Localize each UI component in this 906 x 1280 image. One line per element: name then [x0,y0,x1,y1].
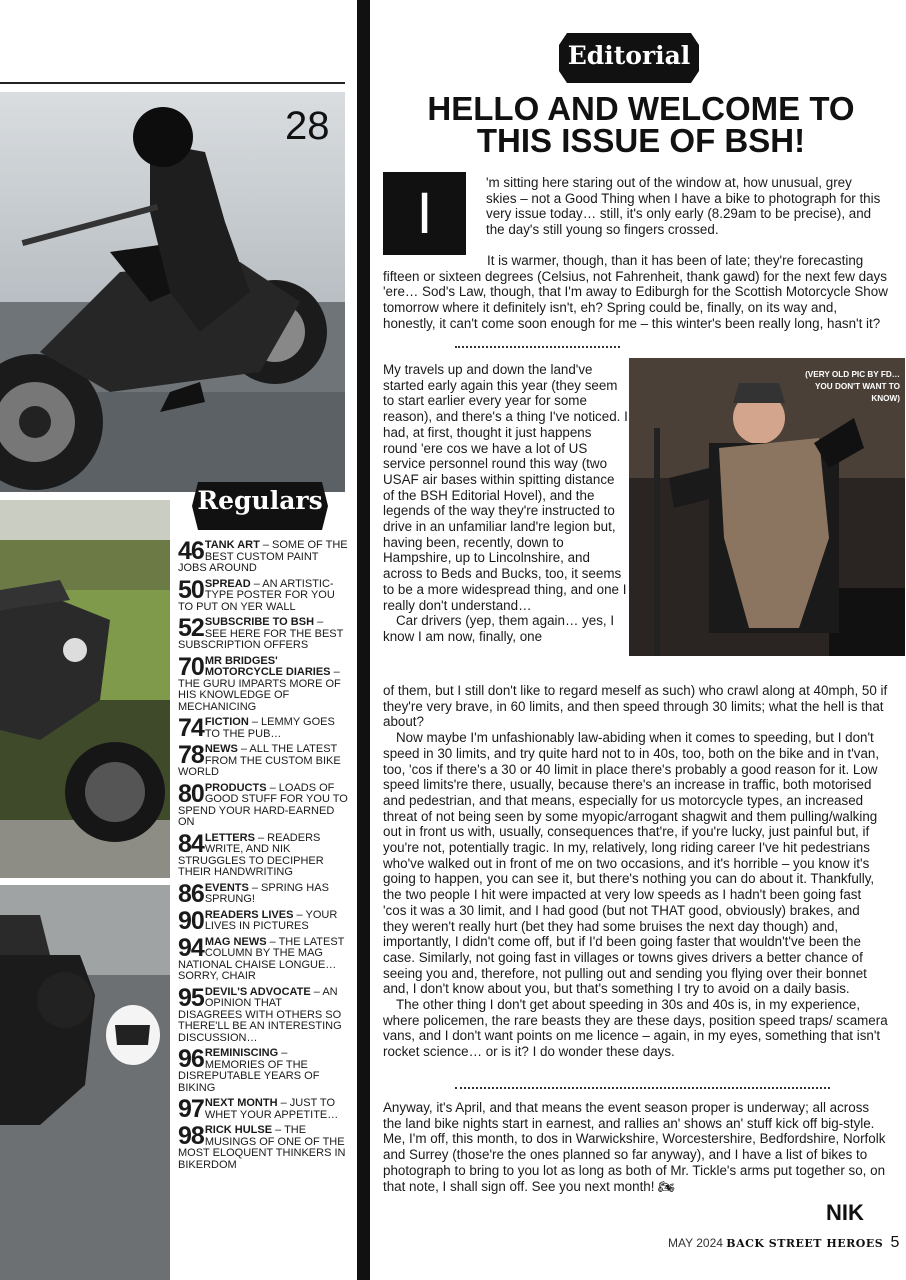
regulars-page-number: 50 [178,575,204,604]
regulars-title: SPREAD [204,577,251,590]
regulars-description: – SPRING HAS SPRUNG! [204,881,329,905]
regulars-title: EVENTS [204,881,249,894]
regulars-page-number: 96 [178,1045,204,1073]
regulars-page-number: 52 [178,614,204,642]
parked-bike-photo [0,885,170,1280]
main-para-3: The other thing I don't get about speeding in 30s and 40s is, in my experience, where policemen, the rare beasts they are these days, position speed traps/ scamera vans, and I don't want points on me licence – again, in my eyes, something that isn't rocket science… or is it? I do wonder these days. [383,997,888,1060]
regulars-badge [192,482,328,530]
cover-bike-photo [0,92,345,492]
regulars-description: – SEE HERE FOR THE BEST SUBSCRIPTION OFFERS [178,616,344,651]
regulars-page-number: 74 [178,714,204,742]
regulars-item [178,652,348,714]
regulars-page-number: 98 [178,1122,204,1150]
regulars-item [178,714,348,742]
regulars-description: – AN OPINION THAT DISAGREES WITH OTHERS SO THERE'LL BE AN INTERESTING DISCUSSION… [178,985,342,1044]
regulars-title: DEVIL'S ADVOCATE [204,985,311,998]
regulars-item [178,1045,348,1094]
footer-page-number: 5 [890,1234,900,1251]
regulars-item [178,1095,348,1123]
regulars-description: – SOME OF THE BEST CUSTOM PAINT JOBS AROUND [178,539,348,574]
regulars-description: – LOADS OF GOOD STUFF FOR YOU TO SPEND YOUR HARD-EARNED ON [178,781,348,828]
regulars-page-number: 86 [178,879,204,908]
regulars-title: RICK HULSE [204,1124,273,1136]
regulars-page-number: 84 [178,829,204,858]
left-para-text-2: Car drivers (yep, them again… yes, I know I am now, finally, one [383,613,615,644]
regulars-page-number: 46 [178,537,204,565]
regulars-title: PRODUCTS [204,781,267,794]
regulars-page-number: 95 [178,983,204,1012]
regulars-item [178,575,348,614]
regulars-title: FICTION [204,716,249,728]
signoff: NIK [826,1200,864,1225]
footer-magazine: BACK STREET HEROES [726,1237,884,1250]
footer-issue: MAY 2024 [668,1236,723,1250]
regulars-item [178,906,348,935]
tank-art-bike-photo [0,500,170,878]
intro-paragraph: 'm sitting here staring out of the window at, how unusual, grey skies – not a Good Thing when I have a bike to photograph for this very issue today… still, it's only early (8.29am to be precise), and the day's still young so fingers crossed. [486,175,881,238]
regulars-title: MR BRIDGES' MOTORCYCLE DIARIES [204,654,331,678]
regulars-description: – LEMMY GOES TO THE PUB… [204,716,335,740]
left-paragraph [383,362,628,645]
main-body [383,683,888,1060]
column-divider [357,0,370,1280]
regulars-item [178,829,348,879]
regulars-description: – ALL THE LATEST FROM THE CUSTOM BIKE WORLD [178,743,341,778]
main-para-1: of them, but I still don't like to regard meself as such) who crawl along at 40mph, 50 if they're very brave, in 60 limits, and then speed through 30 limits; what the hell is that about? [383,683,888,730]
regulars-title: REMINISCING [204,1047,279,1059]
regulars-description: – THE GURU IMPARTS MORE OF HIS KNOWLEDGE OF MECHANICING [178,666,341,713]
regulars-title: LETTERS [204,831,255,844]
closing-paragraph [383,1100,888,1194]
closing-text: Anyway, it's April, and that means the event season proper is underway; all across the land bike nights start in earnest, and rallies an' shows an' stuff kick off big-style. Me, I'm off, this month, to dos in Warwickshire, Worcestershire, Bedfordshire, Norfolk and Surrey (those're the ones planned so far anyway), and I have a list of bikes to photograph to bring to you lot as long as both of Mr. Tickle's arms put together so, on that note, I shall sign off. See you next month! 🏍 [383,1100,886,1194]
regulars-item [178,741,348,779]
regulars-page-number: 97 [178,1095,204,1123]
editorial-badge-label: Editorial [567,41,691,70]
regulars-item [178,537,348,575]
drop-cap: I [383,172,466,255]
regulars-title: NEXT MONTH [204,1097,278,1109]
regulars-page-number: 70 [178,652,204,681]
regulars-title: MAG NEWS [204,935,267,948]
dotted-separator-2 [455,1087,830,1089]
main-para-2: Now maybe I'm unfashionably law-abiding when it comes to speeding, but I don't speed in 30 limits, and try quite hard not to in 40s, too, both on the bike and in t'van, too, 'cos if there's a 30 or 40 limit in place there's probably a good reason for it. Low speed limits're there, usually, because there's an increase in traffic, both motorised and pedestrian, and that means, especially for us motorcycle types, an increased threat of not being seen by some myopic/arrogant shagwit and them pulling/walking out in front us with, usually, consequences that're, if you're lucky, just painful but, if you're not, potentially tragic. In my, relatively, long riding career I've hit pedestrians who've walked out in front of me on two occasions, and it's horrible – you know it's going to happen, you can see it, but there's nothing you can do about it. Thankfully, the two people I hit were impacted at very low speeds as I hadn't been going fast 'cos it was a 30 limit, and I had good (but not THAT good, obviously) brakes, and they weren't really hurt (bet they had some bruises the next day though) and, importantly, I didn't come off, but if I'd been going faster that wouldn't've been the case. Similarly, not going fast in villages or towns gives drivers a better chance of seeing you and, therefore, not pulling out and sending you flying over their bonnet and, I don't know about you, but that's something I try to avoid on a daily basis. [383,730,880,997]
regulars-description: – AN ARTISTIC-TYPE POSTER FOR YOU TO PUT ON YER WALL [178,577,335,613]
regulars-page-number: 90 [178,906,204,935]
dotted-separator [455,346,620,348]
left-para-text: My travels up and down the land've started early again this year (they seem to start earlier every year for some reason), and there's a thing I've noticed. I had, at first, thought it just happens round 'ere cos we have a lot of US service personnel round this way (two USAF air bases within spitting distance of the BSH Editorial Hovel), and the legends of the way they're instructed to drive in an unfamiliar land're legion but, having been, recently, down to Hampshire, up to Lincolnshire, and across to Beds and Bucks, too, it seems to be a more widespread thing, and one I really don't understand… [383,362,628,613]
cover-page-number: 28 [285,104,330,148]
regulars-description: – THE LATEST COLUMN BY THE MAG NATIONAL CHAISE LONGUE… SORRY, CHAIR [178,935,345,982]
regulars-title: READERS LIVES [204,908,294,921]
regulars-page-number: 78 [178,741,204,769]
regulars-title: SUBSCRIBE TO BSH [204,616,315,628]
regulars-page-number: 94 [178,933,204,962]
photo-caption: (VERY OLD PIC BY FD… YOU DON'T WANT TO KNOW) [805,370,900,403]
regulars-description: – JUST TO WHET YOUR APPETITE… [204,1097,339,1121]
regulars-item [178,614,348,652]
regulars-item [178,779,348,829]
regulars-item [178,879,348,908]
regulars-item [178,933,348,983]
regulars-description: – YOUR LIVES IN PICTURES [204,908,338,932]
regulars-page-number: 80 [178,779,204,808]
page-footer [668,1234,899,1252]
regulars-item [178,1122,348,1171]
regulars-title: NEWS [204,743,238,755]
regulars-list [178,537,348,1175]
regulars-description: – MEMORIES OF THE DISREPUTABLE YEARS OF BIKING [178,1047,320,1094]
regulars-description: – THE MUSINGS OF ONE OF THE MOST ELOQUENT THINKERS IN BIKERDOM [178,1124,346,1171]
regulars-item [178,983,348,1045]
editorial-headline: HELLO AND WELCOME TO THIS ISSUE OF BSH! [427,90,855,159]
regulars-title: TANK ART [204,539,260,551]
intro-paragraph-2 [383,253,888,332]
top-rule [0,82,345,84]
regulars-description: – READERS WRITE, AND NIK STRUGGLES TO DECIPHER THEIR HANDWRITING [178,831,324,878]
regulars-badge-label: Regulars [197,486,323,515]
intro2-text: It is warmer, though, than it has been of late; they're forecasting fifteen or sixteen degrees (Celsius, not Fahrenheit, thank gawd) for the next few days 'ere… Sod's Law, though, that I'm away to Ediburgh for the Scottish Motorcycle Show tomorrow where it definitely isn't, eh? Spring could be, finally, on its way and, honestly, it can't come soon enough for me – this winter's been really long, hasn't it? [383,253,888,331]
editorial-badge [559,33,699,83]
